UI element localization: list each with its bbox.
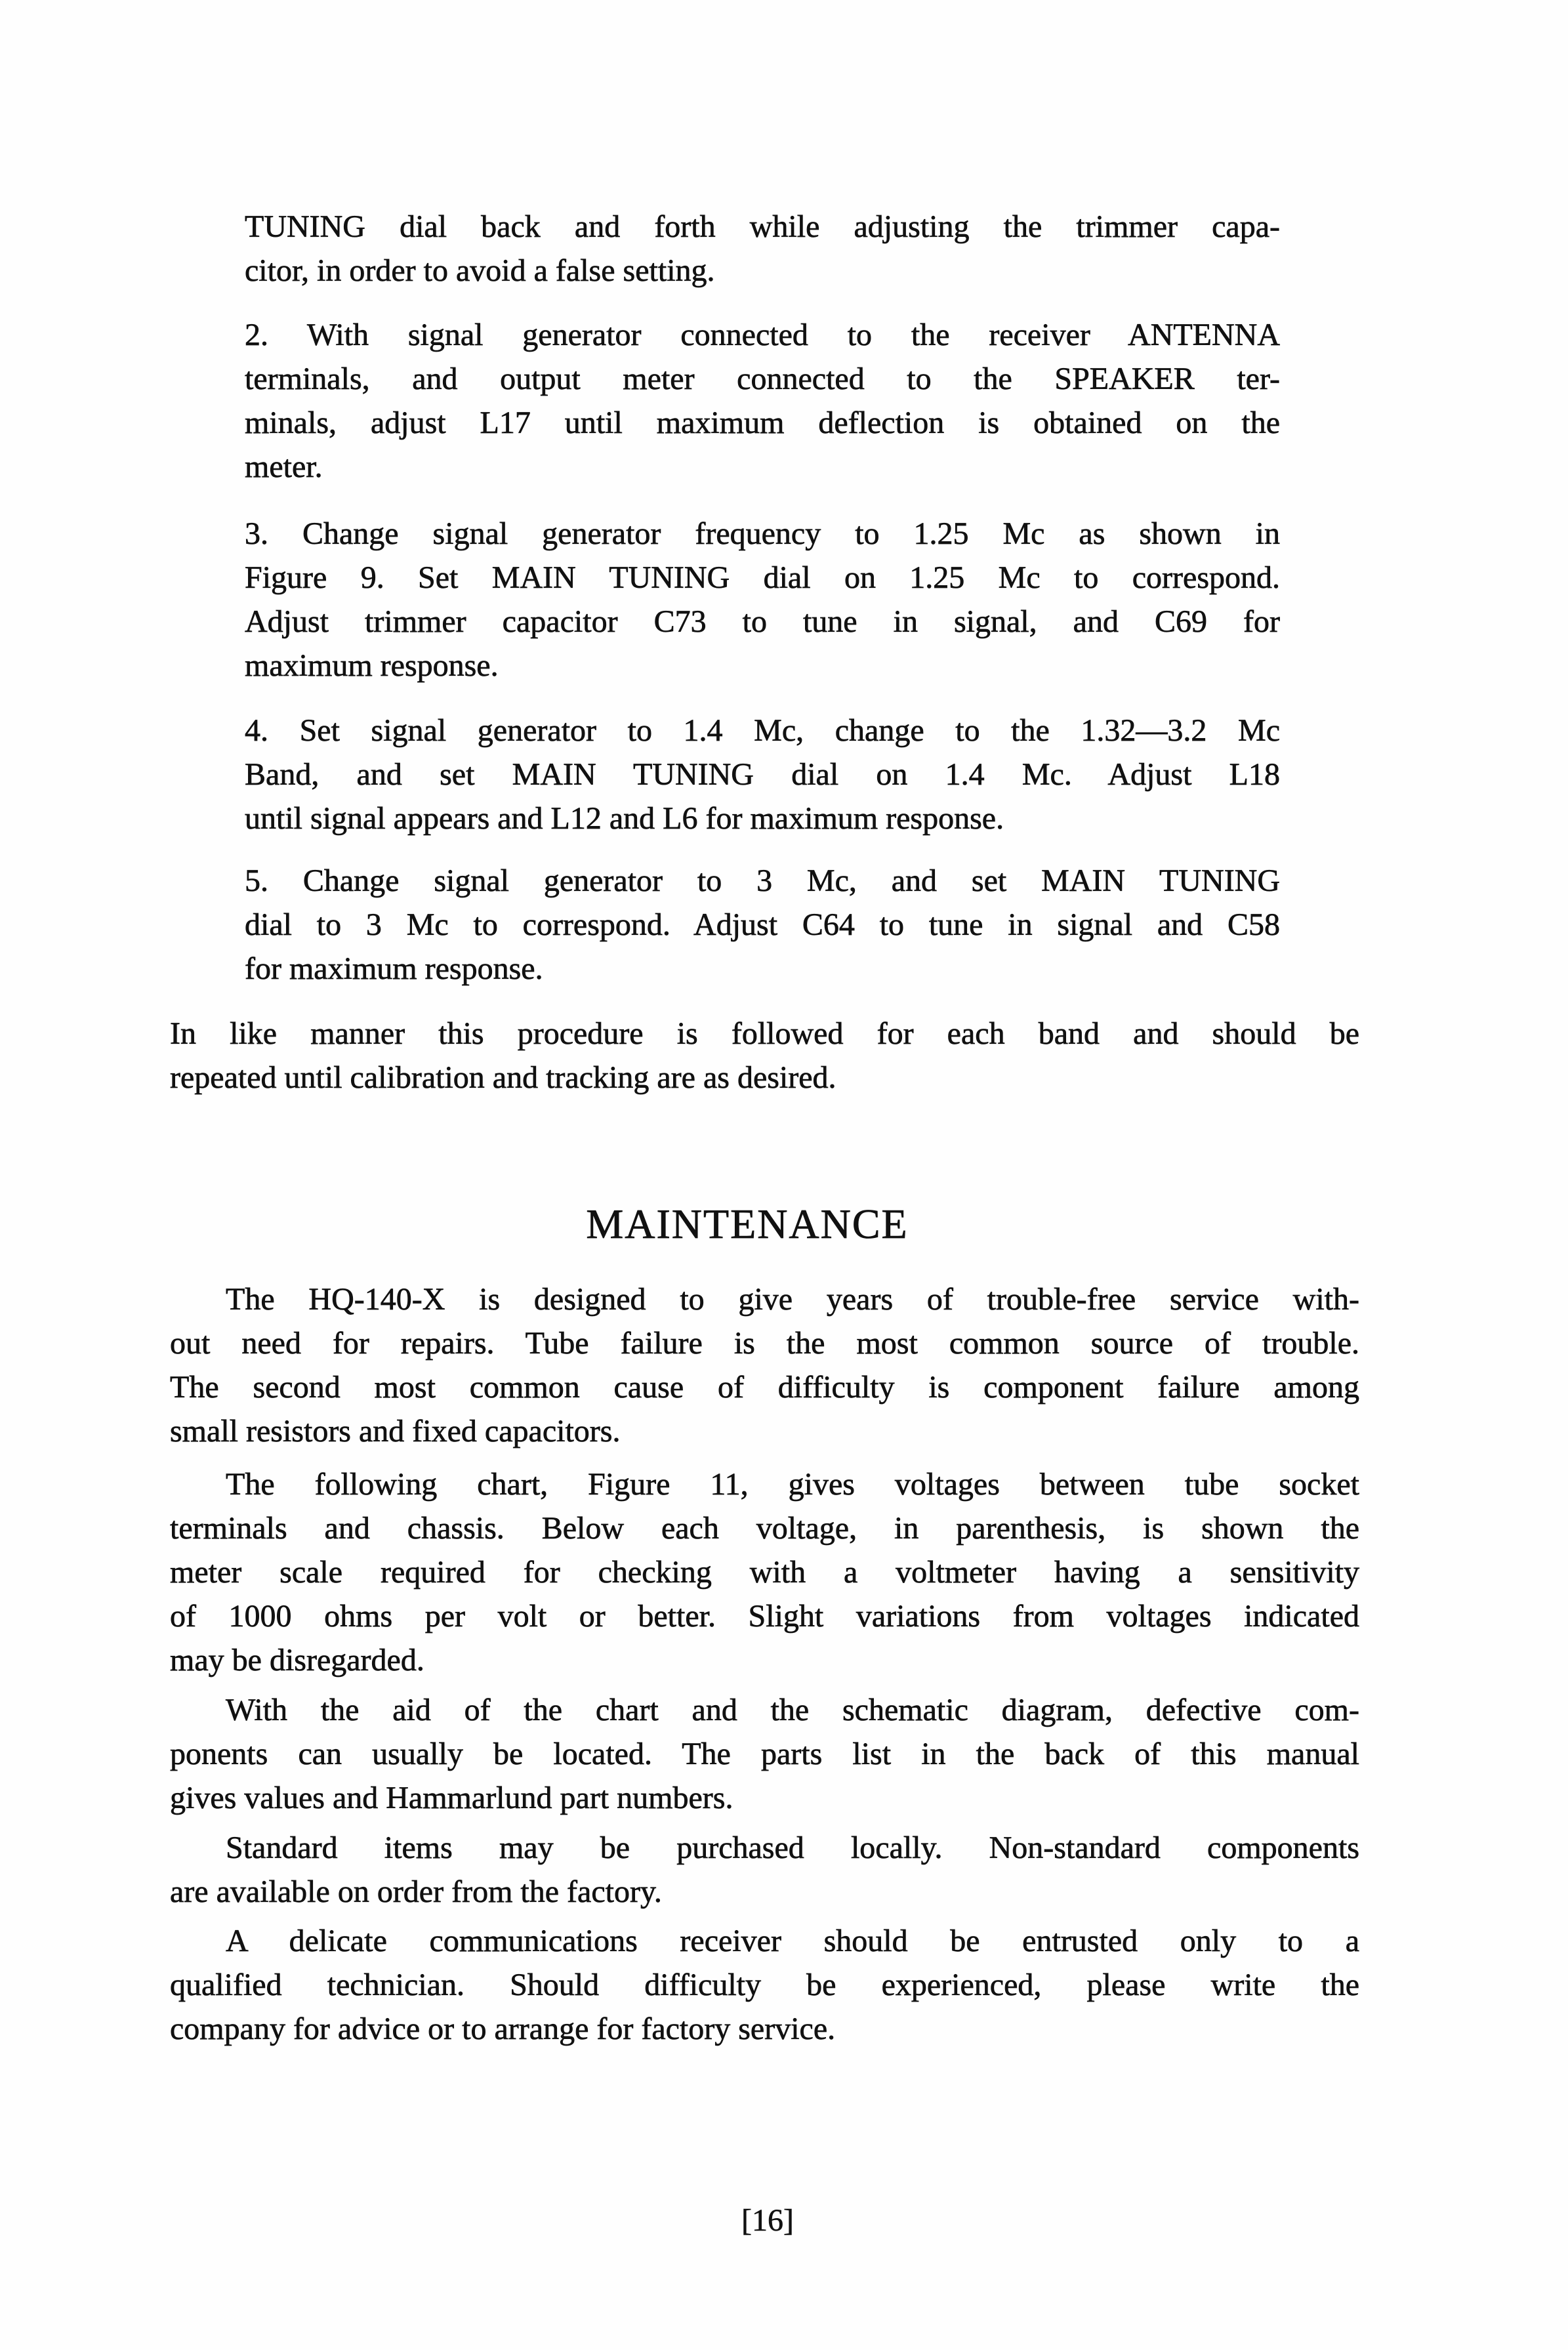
text-line: Figure 9. Set MAIN TUNING dial on 1.25 Mc to correspond. [245,560,1280,595]
maintenance-paragraph-3 [170,1688,1359,1820]
text-line: for maximum response. [245,951,543,986]
text-line: dial to 3 Mc to correspond. Adjust C64 to tune in signal and C58 [245,907,1280,942]
text-line: 5. Change signal generator to 3 Mc, and set MAIN TUNING [245,863,1280,898]
text-line: out need for repairs. Tube failure is the most common source of trouble. [170,1326,1359,1361]
text-line: The HQ-140-X is designed to give years of trouble-free service with- [226,1282,1359,1317]
step-2 [245,313,1280,489]
continuation-paragraph [245,205,1280,293]
text-line: The second most common cause of difficulty is component failure among [170,1370,1359,1405]
step-5 [245,859,1280,991]
text-line: are available on order from the factory. [170,1874,662,1909]
text-line: meter. [245,449,323,484]
text-line: With the aid of the chart and the schematic diagram, defective com- [226,1693,1359,1727]
text-line: qualified technician. Should difficulty be experienced, please write the [170,1968,1359,2002]
text-line: In like manner this procedure is followed for each band and should be [170,1016,1359,1051]
page-number: [16] [741,2203,794,2238]
text-line: 4. Set signal generator to 1.4 Mc, change to the 1.32—3.2 Mc [245,713,1280,748]
text-line: repeated until calibration and tracking are as desired. [170,1060,836,1095]
text-line: Standard items may be purchased locally. Non-standard components [226,1830,1359,1865]
text-line: citor, in order to avoid a false setting. [245,253,715,288]
text-line: small resistors and fixed capacitors. [170,1414,621,1449]
step-4 [245,709,1280,840]
text-line: 3. Change signal generator frequency to 1.25 Mc as shown in [245,516,1280,551]
text-line: terminals, and output meter connected to the SPEAKER ter- [245,361,1280,396]
text-line: The following chart, Figure 11, gives voltages between tube socket [226,1467,1359,1502]
step-3 [245,512,1280,688]
text-line: A delicate communications receiver should be entrusted only to a [226,1924,1359,1958]
closing-paragraph [170,1012,1359,1100]
text-line: company for advice or to arrange for factory service. [170,2011,836,2046]
text-line: maximum response. [245,648,499,683]
text-line: of 1000 ohms per volt or better. Slight variations from voltages indicated [170,1599,1359,1634]
text-line: gives values and Hammarlund part numbers. [170,1781,733,1815]
text-line: meter scale required for checking with a voltmeter having a sensitivity [170,1555,1359,1590]
text-line: ponents can usually be located. The parts list in the back of this manual [170,1737,1359,1771]
text-line: Adjust trimmer capacitor C73 to tune in signal, and C69 for [245,604,1280,639]
text-line: TUNING dial back and forth while adjusting the trimmer capa- [245,209,1280,244]
text-line: may be disregarded. [170,1643,424,1678]
maintenance-paragraph-2 [170,1462,1359,1682]
text-line: Band, and set MAIN TUNING dial on 1.4 Mc. Adjust L18 [245,757,1280,792]
text-line: until signal appears and L12 and L6 for maximum response. [245,801,1004,836]
text-line: minals, adjust L17 until maximum deflection is obtained on the [245,405,1280,440]
text-line: terminals and chassis. Below each voltage, in parenthesis, is shown the [170,1511,1359,1546]
text-line: 2. With signal generator connected to the receiver ANTENNA [245,318,1280,352]
section-heading: MAINTENANCE [586,1201,909,1247]
maintenance-paragraph-4 [170,1826,1359,1914]
maintenance-paragraph-1 [170,1277,1359,1453]
maintenance-paragraph-5 [170,1919,1359,2051]
